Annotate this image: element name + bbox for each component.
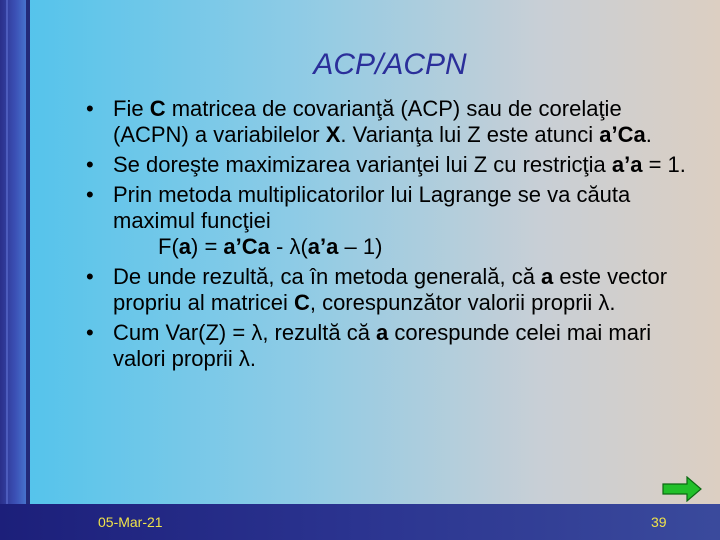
text-run: , corespunzător valorii proprii λ. xyxy=(309,290,616,315)
text-run: corespunde celei mai mari valori proprii λ. xyxy=(113,320,652,371)
text-run: matricea de covarianţă (ACP) sau de corelaţie (ACPN) a variabilelor xyxy=(113,96,622,147)
bullet-dot-icon: • xyxy=(86,96,94,121)
formula xyxy=(113,234,696,260)
bold-text: a xyxy=(376,320,389,345)
right-arrow-icon[interactable] xyxy=(662,476,702,502)
text-run: - λ( xyxy=(269,234,308,259)
bullet-dot-icon: • xyxy=(86,320,94,345)
text-run: Cum Var(Z) = λ, rezultă că xyxy=(113,320,377,345)
text-run: Prin metoda multiplicatorilor lui Lagrange se va căuta maximul funcţiei xyxy=(113,182,631,233)
bullet-list xyxy=(86,96,696,376)
bullet-dot-icon: • xyxy=(86,182,94,207)
bold-text: a xyxy=(178,234,192,259)
slide-number: 39 xyxy=(651,514,667,530)
text-run: – 1) xyxy=(338,234,383,259)
text-run: ) = xyxy=(191,234,224,259)
bold-text: a’Ca xyxy=(599,122,646,147)
bold-text: X xyxy=(325,122,341,147)
bullet-item xyxy=(86,264,696,316)
slide-title: ACP/ACPN xyxy=(313,48,467,82)
bold-text: a’a xyxy=(307,234,339,259)
text-run: = 1. xyxy=(642,152,686,177)
bullet-dot-icon: • xyxy=(86,264,94,289)
text-run: Se doreşte maximizarea varianţei lui Z cu restricţia xyxy=(113,152,612,177)
bold-text: a xyxy=(541,264,554,289)
footer-date: 05-Mar-21 xyxy=(98,514,163,530)
text-run: . Varianţa lui Z este atunci xyxy=(340,122,600,147)
bullet-item xyxy=(86,152,696,178)
text-run: este vector propriu al matricei xyxy=(113,264,668,315)
text-run: F( xyxy=(158,234,179,259)
bullet-item xyxy=(86,182,696,260)
bold-text: a’Ca xyxy=(223,234,270,259)
text-run: Fie xyxy=(113,96,150,121)
bullet-dot-icon: • xyxy=(86,152,94,177)
bold-text: a’a xyxy=(611,152,643,177)
bullet-item xyxy=(86,96,696,148)
footer-bar xyxy=(0,504,720,540)
bold-text: C xyxy=(293,290,310,315)
bold-text: C xyxy=(149,96,166,121)
bullet-item xyxy=(86,320,696,372)
text-run: . xyxy=(645,122,652,147)
text-run: De unde rezultă, ca în metoda generală, că xyxy=(113,264,542,289)
